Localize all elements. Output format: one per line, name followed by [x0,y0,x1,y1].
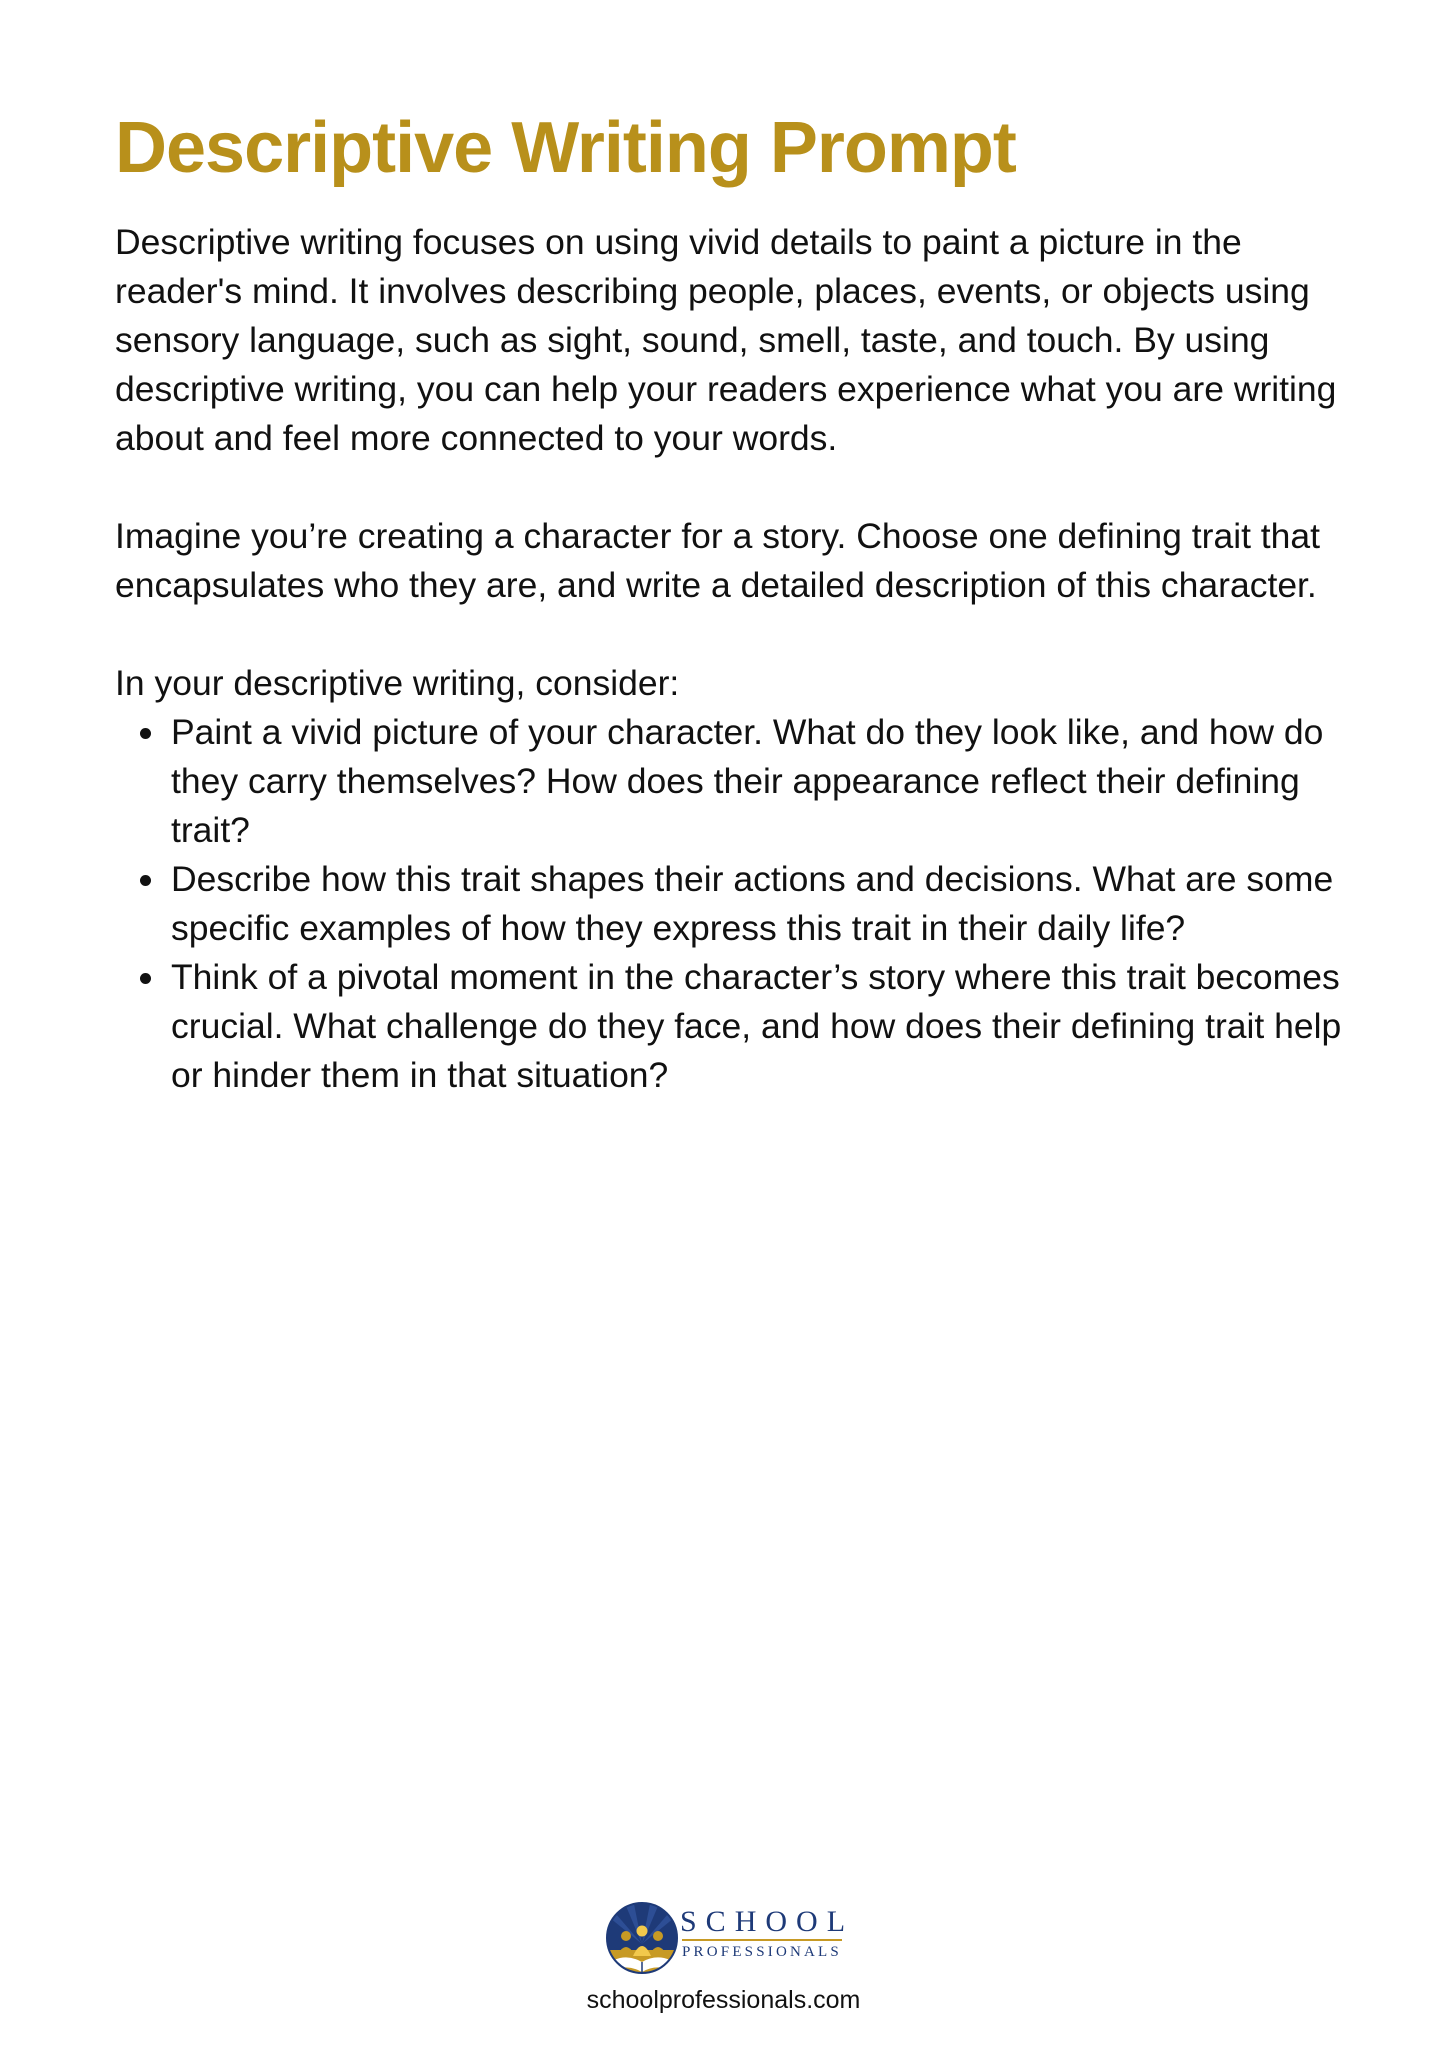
logo-tagline: PROFESSIONALS [682,1944,842,1960]
bullet-icon [140,728,151,739]
logo-wordmark: SCHOOL [680,1905,855,1938]
footer [0,1900,1447,2020]
logo-divider [682,1939,842,1941]
prompt-paragraph: Imagine you’re creating a character for a story. Choose one defining trait that encapsulates who they are, and write a detailed description of this character. [115,516,1321,605]
school-professionals-logo-icon [604,1900,680,1976]
bullet-icon [140,973,151,984]
consider-list [115,708,1365,1100]
list-item [171,855,1365,953]
list-item-text: Paint a vivid picture of your character. What do they look like, and how do they carry themselves? How does their appearance reflect their defining trait? [171,712,1324,850]
list-item [171,708,1365,855]
school-professionals-logo [604,1900,855,1976]
website-link[interactable]: schoolprofessionals.com [586,1986,861,2014]
page-title: Descriptive Writing Prompt [115,108,1016,188]
intro-paragraph: Descriptive writing focuses on using vivid details to paint a picture in the reader's mind. It involves describing people, places, events, or objects using sensory language, such as sight, sound, smell, taste, and touch. By using descriptive writing, you can help your readers experience what you are writing about and feel more connected to your words. [115,222,1337,458]
bullet-icon [140,875,151,886]
document-body [115,218,1365,1100]
consider-intro: In your descriptive writing, consider: [115,663,680,703]
list-item-text: Describe how this trait shapes their actions and decisions. What are some specific examples of how they express this trait in their daily life? [171,859,1334,948]
list-item [171,953,1365,1100]
list-item-text: Think of a pivotal moment in the character’s story where this trait becomes crucial. What challenge do they face, and how does their defining trait help or hinder them in that situation? [171,957,1342,1095]
